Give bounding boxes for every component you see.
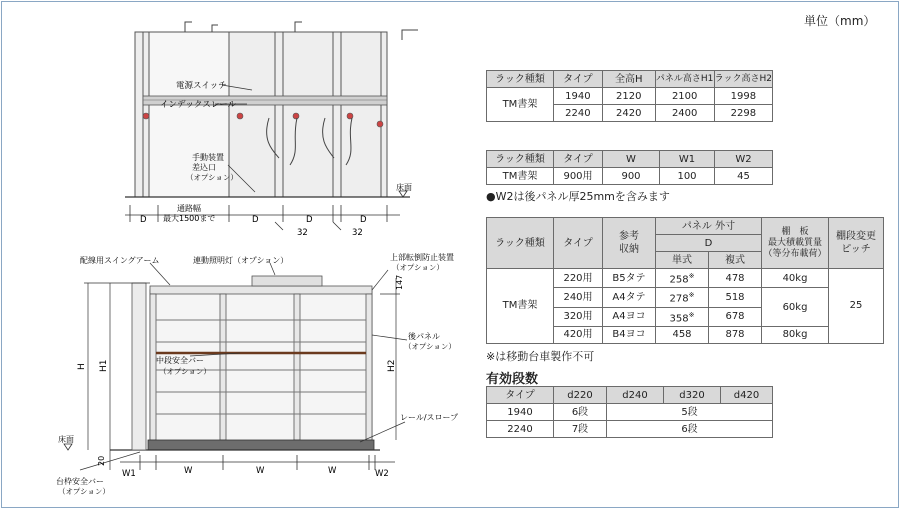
- table4-header: d240: [607, 387, 664, 404]
- table1-header: ラック高さH2: [714, 71, 772, 88]
- table1-cell: 2400: [655, 105, 714, 122]
- table1-header: パネル高さH1: [655, 71, 714, 88]
- top-rack-drawing: [0, 0, 470, 240]
- table3-load: 60kg: [762, 288, 829, 327]
- panel-size-table: [486, 217, 884, 344]
- table2-header: W2: [715, 151, 773, 168]
- swing-arm-label: 配線用スイングアーム: [80, 256, 160, 265]
- table3-cell: 420用: [554, 326, 603, 343]
- table3-cell: B4ヨコ: [603, 326, 656, 343]
- table2-cell: 900: [603, 168, 660, 185]
- dim-h1: H1: [99, 359, 109, 372]
- table3-cell: A4ヨコ: [603, 307, 656, 326]
- table2-header: タイプ: [554, 151, 603, 168]
- effective-shelves-table: [486, 386, 773, 438]
- front-rack-drawing: [0, 240, 470, 508]
- table1-cell: 2120: [602, 88, 655, 105]
- table2-cell: 100: [660, 168, 715, 185]
- table3-header-panel: パネル 外寸: [656, 218, 762, 235]
- table3-mark: ※: [688, 272, 695, 280]
- rail-slope-label: レール/スロープ: [400, 413, 459, 422]
- table2-header: W1: [660, 151, 715, 168]
- table3-header-double: 複式: [709, 252, 762, 269]
- table3-pitch: 25: [829, 269, 884, 344]
- table3-header-pitch: [829, 218, 884, 269]
- table4-header: タイプ: [487, 387, 554, 404]
- rear-panel-label-1: 後パネル: [408, 332, 440, 341]
- passage-label-1: 通路幅: [177, 204, 201, 213]
- dim-d-4: D: [360, 215, 367, 225]
- table3-header-shelf: [762, 218, 829, 269]
- table3-cell: 240用: [554, 288, 603, 307]
- manual-device-label-3: （オプション）: [186, 173, 238, 182]
- table3-cell-single: [656, 307, 709, 326]
- manual-device-label-1: 手動装置: [192, 153, 224, 162]
- table3-cell: B5タテ: [603, 269, 656, 288]
- anti-tip-label-2: （オプション）: [392, 263, 444, 272]
- dim-147: 147: [395, 274, 404, 290]
- table3-header-single: 単式: [656, 252, 709, 269]
- mid-bar-label-2: （オプション）: [159, 367, 211, 376]
- table3-header-d: D: [656, 235, 762, 252]
- table1-header: 全高H: [602, 71, 655, 88]
- table3-note: ※は移動台車製作不可: [486, 350, 595, 363]
- anti-tip-label-1: 上部転倒防止装置: [390, 253, 454, 262]
- passage-label-2: 最大1500まで: [163, 214, 216, 223]
- table3-header-shelf-2: 最大積載質量: [767, 237, 822, 248]
- width-spec-table: [486, 150, 773, 185]
- table4-header: d320: [664, 387, 721, 404]
- table3-single-value: 358: [669, 312, 689, 324]
- table1-cell: 2420: [602, 105, 655, 122]
- table4-cell: 5段: [607, 404, 773, 421]
- dim-20: 20: [97, 455, 106, 466]
- table1-category: TM書架: [487, 88, 554, 122]
- table3-header-shelf-1: 棚 板: [781, 226, 809, 237]
- floor-label-bottom: 床面: [58, 435, 74, 444]
- table3-header-pitch-2: ピッチ: [841, 244, 871, 255]
- height-spec-table: [486, 70, 773, 122]
- dim-d-3: D: [306, 215, 313, 225]
- table3-header-kind: ラック種類: [487, 218, 554, 269]
- dim-h: H: [77, 363, 87, 370]
- table3-header-shelf-3: （等分布載荷）: [763, 248, 827, 259]
- floor-label-top: 床面: [396, 183, 412, 192]
- table2-header: ラック種類: [487, 151, 554, 168]
- table3-cell: 220用: [554, 269, 603, 288]
- table2-cell: 45: [715, 168, 773, 185]
- table3-load: 80kg: [762, 326, 829, 343]
- dim-d-2: D: [252, 215, 259, 225]
- dim-32-1: 32: [297, 228, 308, 238]
- dim-32-2: 32: [352, 228, 363, 238]
- table3-cell: 878: [709, 326, 762, 343]
- table1-cell: 2240: [553, 105, 602, 122]
- table2-cell: 900用: [554, 168, 603, 185]
- table2-note: ●W2は後パネル厚25mmを含みます: [486, 190, 670, 203]
- dim-d-1: D: [140, 215, 147, 225]
- table3-single-value: 278: [669, 293, 689, 305]
- effective-shelves-title: 有効段数: [486, 372, 539, 387]
- table4-cell: 6段: [607, 421, 773, 438]
- table2-cell: TM書架: [487, 168, 554, 185]
- table4-cell: 7段: [554, 421, 607, 438]
- table3-load: 40kg: [762, 269, 829, 288]
- table1-header: ラック種類: [487, 71, 554, 88]
- base-bar-label-2: （オプション）: [58, 487, 110, 496]
- table1-cell: 2100: [655, 88, 714, 105]
- table3-cell: 478: [709, 269, 762, 288]
- power-switch-label: 電源スイッチ: [176, 81, 227, 91]
- rear-panel-label-2: （オプション）: [404, 342, 456, 351]
- table3-cell: 678: [709, 307, 762, 326]
- table3-cell: 518: [709, 288, 762, 307]
- table2-header: W: [603, 151, 660, 168]
- table4-cell: 2240: [487, 421, 554, 438]
- table3-header-ref-2: 収納: [619, 244, 639, 255]
- light-label: 連動照明灯（オプション）: [193, 256, 289, 265]
- table4-cell: 1940: [487, 404, 554, 421]
- table4-cell: 6段: [554, 404, 607, 421]
- mid-bar-label-1: 中段安全バー: [156, 356, 204, 365]
- table1-cell: 1940: [553, 88, 602, 105]
- table3-cell-single: [656, 288, 709, 307]
- table4-header: d220: [554, 387, 607, 404]
- table3-single-value: 258: [669, 274, 689, 286]
- table3-mark: ※: [688, 291, 695, 300]
- dim-h2: H2: [387, 359, 397, 372]
- table3-mark: ※: [688, 310, 695, 319]
- dim-w-3: W: [328, 466, 337, 476]
- base-bar-label-1: 台枠安全バー: [56, 477, 104, 486]
- table4-header: d420: [721, 387, 773, 404]
- table3-header-type: タイプ: [554, 218, 603, 269]
- dim-w-2: W: [256, 466, 265, 476]
- table3-cell: 320用: [554, 307, 603, 326]
- index-rail-label: インデックスレール: [160, 100, 237, 110]
- table3-header-ref-1: 参考: [619, 231, 639, 242]
- table3-category: TM書架: [487, 269, 554, 344]
- table1-cell: 1998: [714, 88, 772, 105]
- table3-cell-single: [656, 269, 709, 288]
- table3-header-pitch-1: 棚段変更: [836, 231, 876, 242]
- dim-w-1: W: [184, 466, 193, 476]
- table3-header-ref: [603, 218, 656, 269]
- table1-header: タイプ: [553, 71, 602, 88]
- dim-w2: W2: [375, 469, 389, 479]
- unit-label: 単位（mm）: [804, 14, 876, 28]
- manual-device-label-2: 差込口: [192, 163, 216, 172]
- table3-cell: 458: [656, 326, 709, 343]
- dim-w1: W1: [122, 469, 136, 479]
- table1-cell: 2298: [714, 105, 772, 122]
- table3-cell: A4タテ: [603, 288, 656, 307]
